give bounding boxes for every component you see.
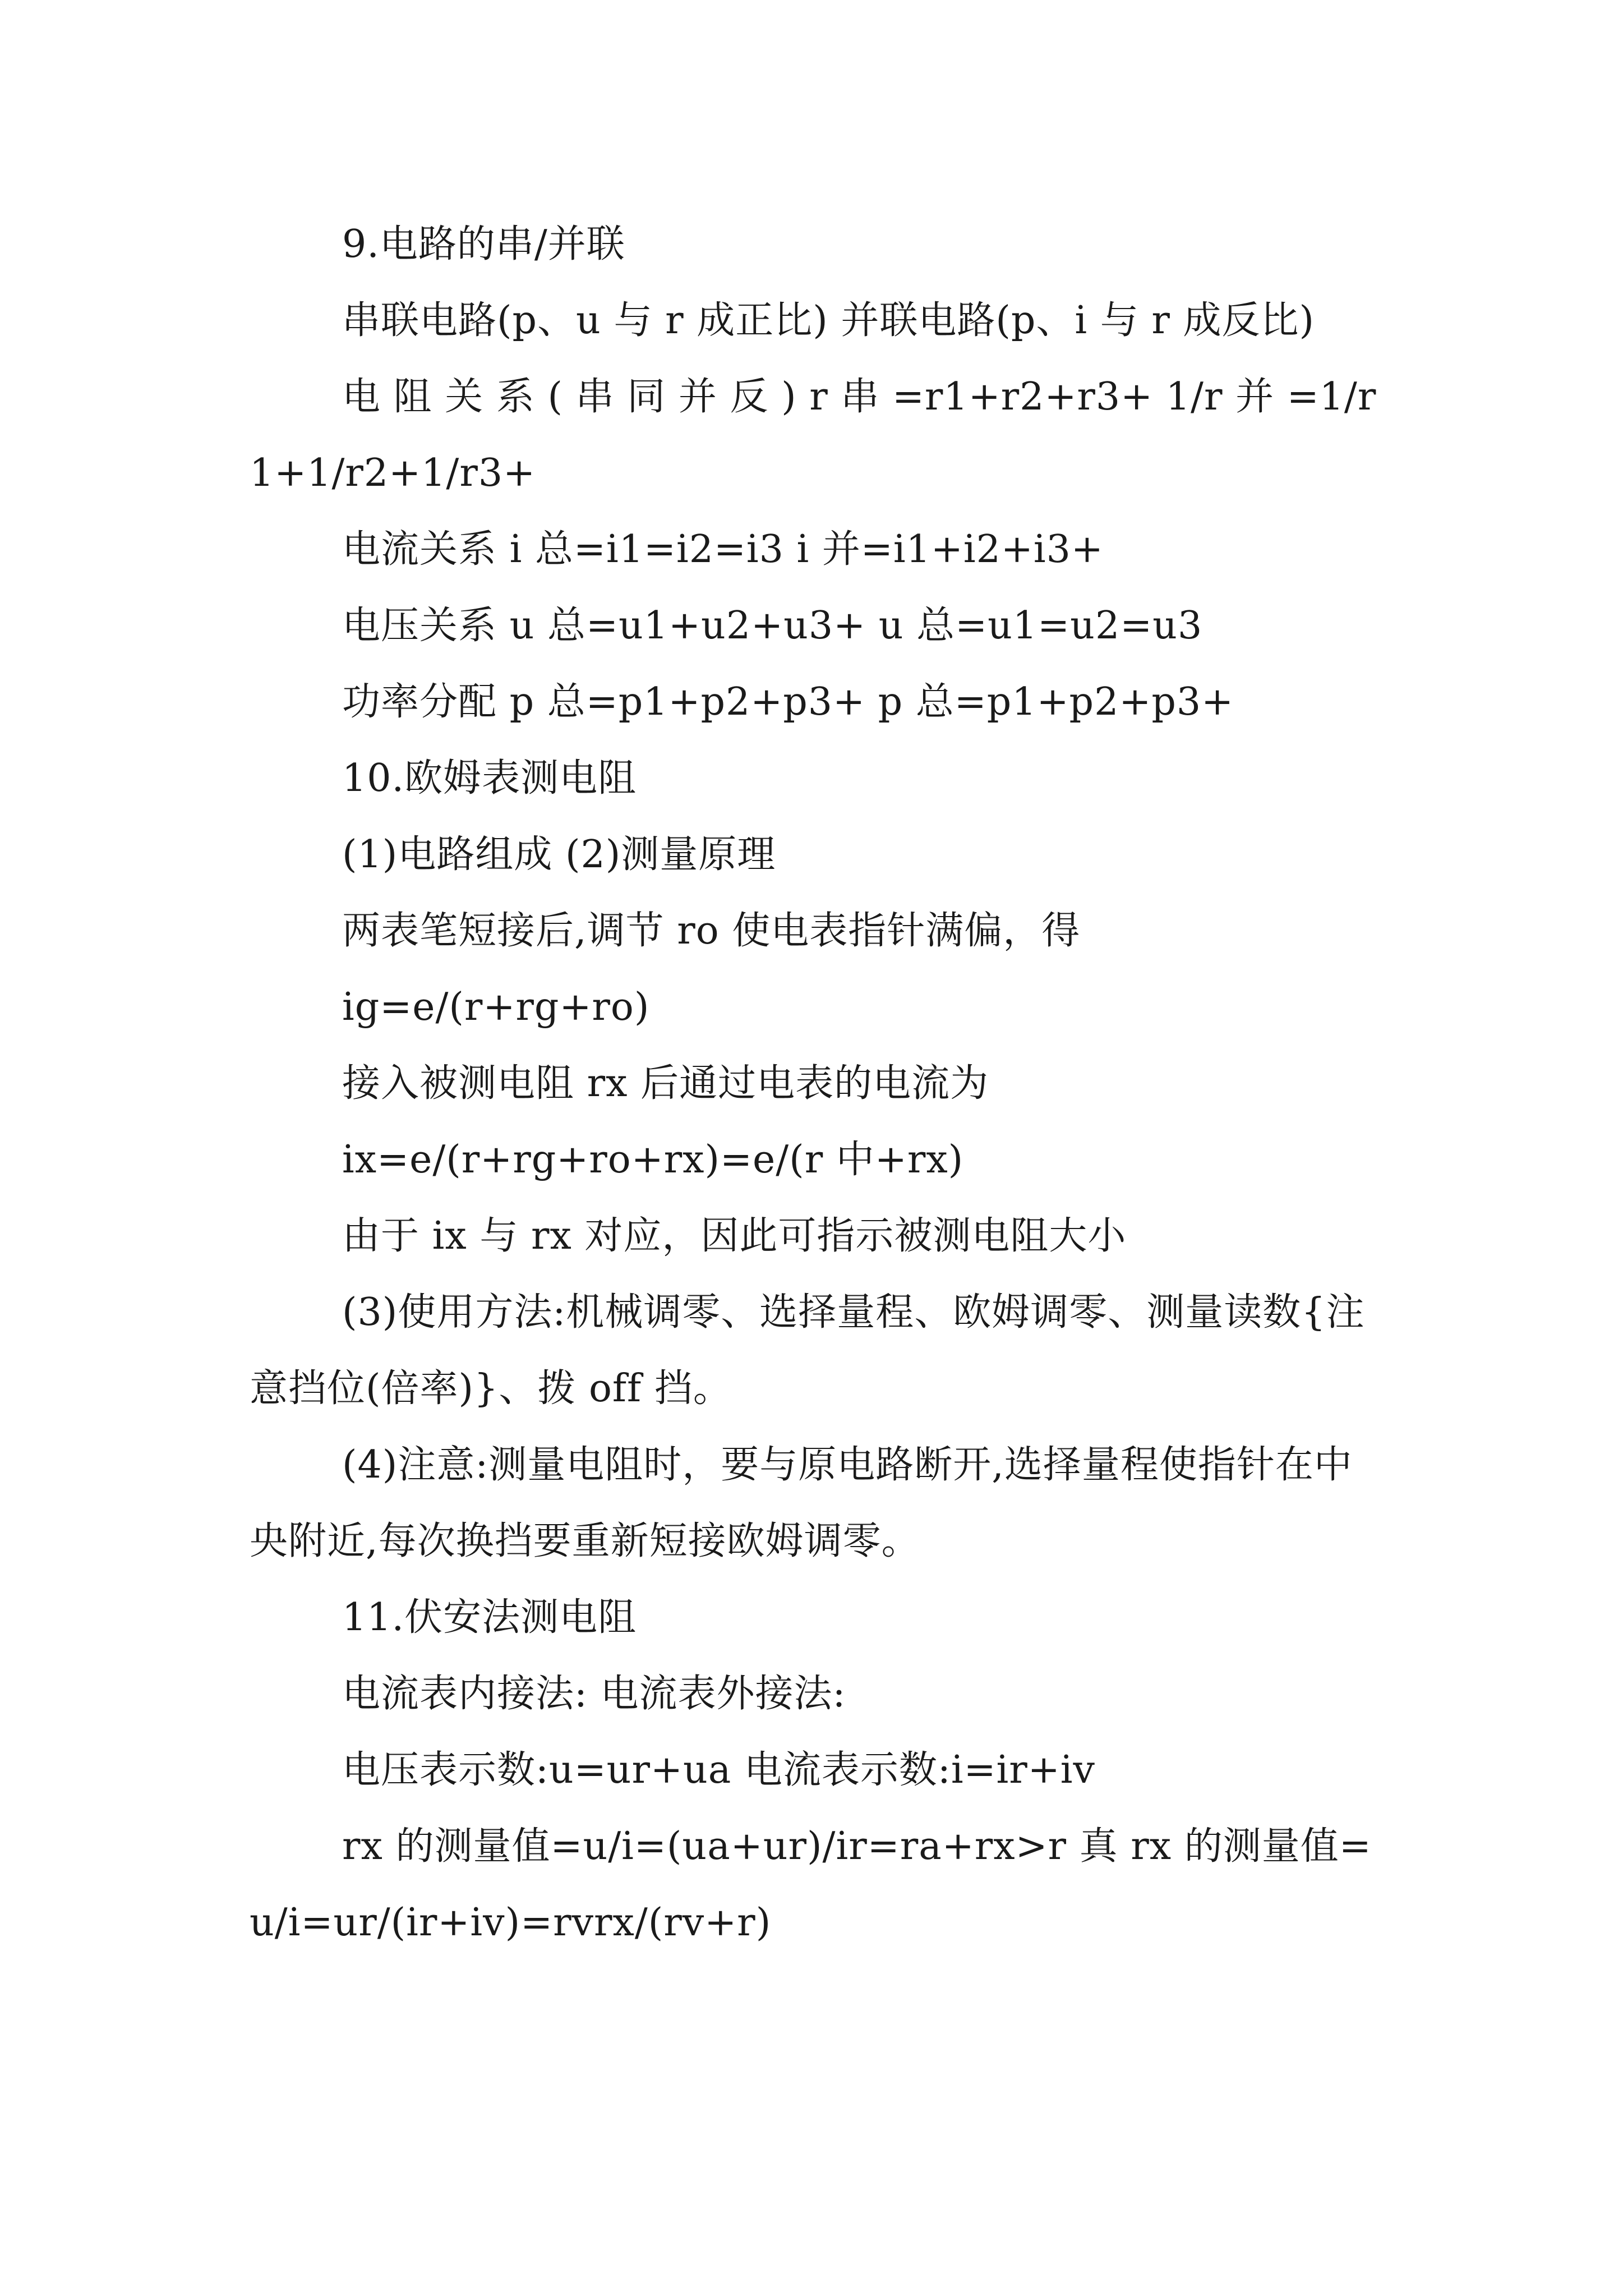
paragraph-series-parallel-ratio: 串联电路(p、u 与 r 成正比) 并联电路(p、i 与 r 成反比) xyxy=(342,298,1315,343)
paragraph-voltage-relation: 电压关系 u 总=u1+u2+u3+ u 总=u1=u2=u3 xyxy=(342,604,1203,648)
paragraph-resistance-relation: 电 阻 关 系 ( 串 同 并 反 ) r 串 =r1+r2+r3+ 1/r 并 =1/r1+1/r2+1/r3+ xyxy=(250,375,1377,495)
paragraph-cautions: (4)注意:测量电阻时，要与原电路断开,选择量程使指针在中央附近,每次换挡要重新短接欧姆调零。 xyxy=(250,1443,1353,1563)
section-heading-ohmmeter: 10.欧姆表测电阻 xyxy=(342,756,637,800)
paragraph-meter-readings: 电压表示数:u=ur+ua 电流表示数:i=ir+iv xyxy=(342,1748,1095,1792)
paragraph-short-probes: 两表笔短接后,调节 ro 使电表指针满偏，得 xyxy=(342,909,1081,953)
paragraph-ix-rx-correspondence: 由于 ix 与 rx 对应，因此可指示被测电阻大小 xyxy=(342,1214,1127,1258)
paragraph-rx-measured-values: rx 的测量值=u/i=(ua+ur)/ir=ra+rx>r 真 rx 的测量值=u/i=ur/(ir+iv)=rvrx/(rv+r) xyxy=(250,1824,1372,1945)
formula-ix: ix=e/(r+rg+ro+rx)=e/(r 中+rx) xyxy=(342,1138,964,1182)
section-heading-voltammeter: 11.伏安法测电阻 xyxy=(342,1595,637,1640)
section-heading-series-parallel: 9.电路的串/并联 xyxy=(342,222,625,266)
paragraph-after-rx: 接入被测电阻 rx 后通过电表的电流为 xyxy=(342,1061,989,1106)
paragraph-power-distribution: 功率分配 p 总=p1+p2+p3+ p 总=p1+p2+p3+ xyxy=(342,680,1234,724)
paragraph-connection-methods: 电流表内接法: 电流表外接法: xyxy=(342,1672,846,1716)
paragraph-circuit-principle: (1)电路组成 (2)测量原理 xyxy=(342,832,776,877)
formula-ig: ig=e/(r+rg+ro) xyxy=(342,985,650,1029)
paragraph-usage-method: (3)使用方法:机械调零、选择量程、欧姆调零、测量读数{注意挡位(倍率)}、拨 off 挡。 xyxy=(250,1290,1365,1411)
document-body xyxy=(250,206,1388,1961)
paragraph-current-relation: 电流关系 i 总=i1=i2=i3 i 并=i1+i2+i3+ xyxy=(342,527,1104,572)
